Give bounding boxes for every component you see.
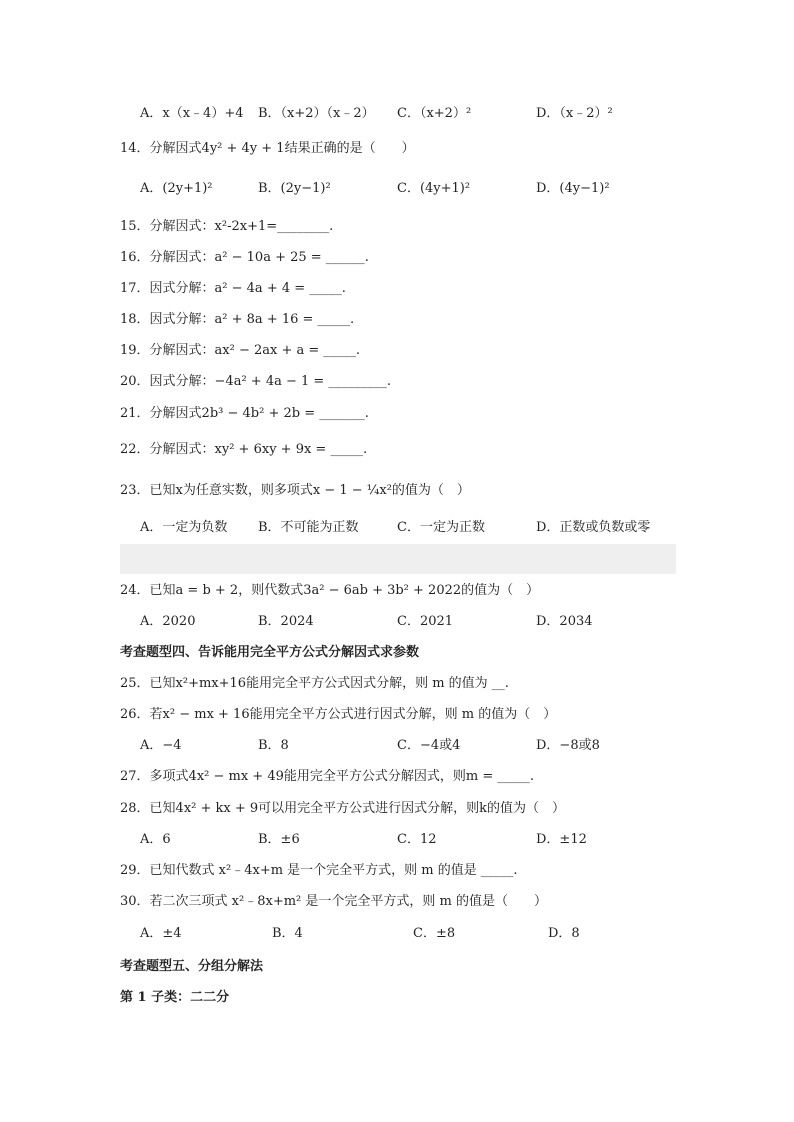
question-21: 21．分解因式2b³ − 4b² + 2b = _______.: [120, 406, 369, 421]
question-23: 23．已知x为任意实数，则多项式x − 1 − ¼x²的值为（ ）: [120, 483, 470, 498]
option-b: B．(2y−1)²: [258, 181, 331, 196]
question-14: 14．分解因式4y² + 4y + 1结果正确的是（ ）: [120, 141, 415, 156]
q13-options: [0, 105, 794, 123]
question-17: 17．因式分解：a² − 4a + 4 = _____.: [120, 281, 346, 296]
option-b: B．±6: [258, 832, 300, 847]
option-c: C．（x+2）²: [397, 106, 472, 121]
option-d: D．±12: [536, 832, 587, 847]
option-c: C．一定为正数: [397, 520, 485, 535]
question-18: 18．因式分解：a² + 8a + 16 = _____.: [120, 312, 355, 327]
option-b: B．4: [272, 926, 303, 941]
section-heading-5: 考查题型五、分组分解法: [120, 959, 264, 974]
q30-options: [0, 925, 794, 943]
option-d: D．−8或8: [536, 738, 600, 753]
q24-options: [0, 613, 794, 631]
question-30: 30．若二次三项式 x²﹣8x+m² 是一个完全平方式，则 m 的值是（ ）: [120, 894, 547, 909]
question-27: 27．多项式4x² − mx + 49能用完全平方公式分解因式，则m = _____.: [120, 769, 534, 784]
q28-options: [0, 831, 794, 849]
option-d: D．8: [548, 926, 580, 941]
subsection-heading-1: 第 1 子类：二二分: [120, 990, 230, 1005]
option-a: A．x（x﹣4）+4: [140, 106, 244, 121]
option-b: B．8: [258, 738, 289, 753]
question-19: 19．分解因式：ax² − 2ax + a = _____.: [120, 343, 361, 358]
option-a: A．(2y+1)²: [140, 181, 213, 196]
option-d: D．（x﹣2）²: [536, 106, 613, 121]
q14-options: [0, 180, 794, 198]
option-b: B．2024: [258, 614, 314, 629]
question-24: 24．已知a = b + 2，则代数式3a² − 6ab + 3b² + 2022的值为（ ）: [120, 583, 540, 598]
question-26: 26．若x² − mx + 16能用完全平方公式进行因式分解，则 m 的值为（ ）: [120, 707, 557, 722]
option-c: C．(4y+1)²: [397, 181, 471, 196]
section-heading-4: 考查题型四、告诉能用完全平方公式分解因式求参数: [120, 645, 420, 660]
question-20: 20．因式分解：−4a² + 4a − 1 = _________.: [120, 374, 392, 389]
option-d: D．正数或负数或零: [536, 520, 651, 535]
option-b: B．（x+2）（x﹣2）: [258, 106, 375, 121]
option-d: D．2034: [536, 614, 593, 629]
option-c: C．−4或4: [397, 738, 461, 753]
option-c: C．±8: [413, 926, 456, 941]
question-25: 25．已知x²+mx+16能用完全平方公式因式分解，则 m 的值为 __.: [120, 676, 509, 691]
question-16: 16．分解因式：a² − 10a + 25 = ______.: [120, 250, 369, 265]
option-a: A．2020: [140, 614, 196, 629]
question-22: 22．分解因式：xy² + 6xy + 9x = _____.: [120, 442, 368, 457]
option-a: A．6: [140, 832, 171, 847]
gray-separator-band: [120, 544, 676, 574]
option-d: D．(4y−1)²: [536, 181, 610, 196]
q23-options: [0, 519, 794, 537]
question-15: 15．分解因式：x²-2x+1=________.: [120, 219, 334, 234]
option-c: C．12: [397, 832, 437, 847]
question-28: 28．已知4x² + kx + 9可以用完全平方公式进行因式分解，则k的值为（ ）: [120, 801, 566, 816]
option-c: C．2021: [397, 614, 454, 629]
option-a: A．±4: [140, 926, 182, 941]
question-29: 29．已知代数式 x²﹣4x+m 是一个完全平方式，则 m 的值是 _____.: [120, 863, 518, 878]
option-a: A．一定为负数: [140, 520, 228, 535]
q26-options: [0, 737, 794, 755]
option-b: B．不可能为正数: [258, 520, 359, 535]
option-a: A．−4: [140, 738, 182, 753]
